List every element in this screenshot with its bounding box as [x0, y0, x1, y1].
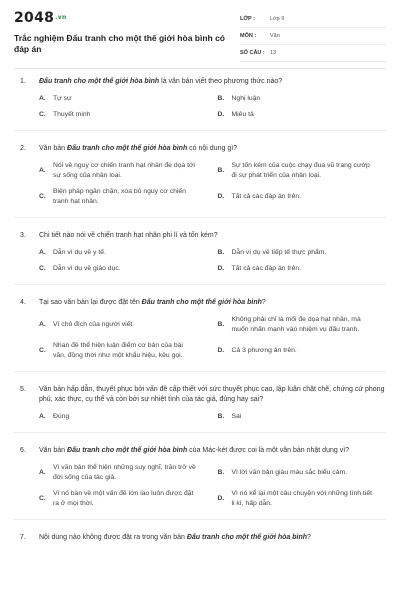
- option-letter: D.: [217, 111, 225, 118]
- question-text-part: ?: [307, 534, 311, 541]
- question-body: [37, 298, 386, 308]
- work-title: Đấu tranh cho một thế giới hòa bình: [141, 299, 262, 306]
- question-list: [14, 77, 386, 543]
- answer-options: [14, 161, 386, 207]
- option-text: Sự tốn kém của cuộc chạy đua vũ trang cướp đi sự phát triển của nhân loại.: [231, 162, 370, 179]
- answer-options: [14, 94, 386, 120]
- option-text: Biện pháp ngăn chặn, xóa bỏ nguy cơ chiến tranh hạt nhân.: [53, 188, 186, 205]
- question-text-part: Nội dung nào không được đặt ra trong văn bản: [39, 534, 187, 541]
- option-letter: B.: [217, 469, 225, 476]
- option-text: Nghị luận: [231, 95, 261, 102]
- logo-suffix: .vn: [55, 14, 67, 21]
- site-logo[interactable]: [14, 10, 234, 26]
- answer-option[interactable]: [218, 489, 387, 509]
- question-item: [14, 298, 386, 372]
- answer-option[interactable]: [39, 187, 208, 207]
- option-letter: B.: [217, 249, 225, 256]
- question-body: [37, 533, 386, 543]
- option-letter: B.: [217, 321, 225, 328]
- option-letter: B.: [217, 95, 225, 102]
- answer-option[interactable]: [218, 94, 387, 104]
- answer-option[interactable]: [39, 110, 208, 120]
- answer-option[interactable]: [218, 248, 387, 258]
- meta-row-class: [240, 14, 386, 28]
- option-letter: B.: [217, 413, 225, 420]
- work-title: Đấu tranh cho một thế giới hòa bình: [186, 534, 308, 541]
- question-item: [14, 144, 386, 218]
- answer-option[interactable]: [39, 315, 208, 335]
- option-text: Thuyết minh: [53, 111, 91, 118]
- question-text: [14, 385, 386, 405]
- answer-options: [14, 463, 386, 509]
- logo-text: 2048: [14, 10, 55, 26]
- answer-options: [14, 412, 386, 422]
- option-text: Đúng: [53, 413, 70, 420]
- answer-option[interactable]: [39, 264, 208, 274]
- meta-key: SỐ CÂU :: [240, 50, 265, 56]
- question-text-part: Văn bản: [39, 145, 68, 152]
- meta-row-count: [240, 45, 386, 62]
- question-text: [14, 446, 386, 456]
- answer-option[interactable]: [39, 489, 208, 509]
- question-item: [14, 77, 386, 131]
- question-body: [37, 385, 386, 405]
- meta-key: LỚP :: [240, 16, 255, 22]
- option-text: Tất cả các đáp án trên.: [231, 193, 302, 200]
- option-letter: D.: [217, 347, 225, 354]
- option-letter: A.: [39, 469, 46, 476]
- answer-option[interactable]: [39, 412, 208, 422]
- answer-options: [14, 248, 386, 274]
- answer-option[interactable]: [39, 94, 208, 104]
- option-letter: C.: [39, 193, 46, 200]
- option-letter: A.: [39, 167, 46, 174]
- option-letter: C.: [39, 347, 46, 354]
- answer-option[interactable]: [39, 341, 208, 361]
- answer-option[interactable]: [218, 315, 387, 335]
- question-item: [14, 231, 386, 285]
- question-text: [14, 231, 386, 241]
- option-text: Sai: [231, 413, 242, 420]
- answer-option[interactable]: [39, 463, 208, 483]
- answer-option[interactable]: [39, 248, 208, 258]
- question-text: [14, 144, 386, 154]
- question-number: 6.: [20, 447, 26, 454]
- page-title: Trắc nghiệm Đấu tranh cho một thế giới hòa bình có đáp án: [14, 33, 226, 54]
- option-text: Miêu tả: [231, 111, 254, 118]
- meta-value: Lớp 9: [270, 16, 285, 22]
- question-text-part: Tại sao văn bản lại được đặt tên: [39, 299, 142, 306]
- answer-option[interactable]: [218, 110, 387, 120]
- work-title: Đấu tranh cho một thế giới hòa bình: [39, 78, 160, 85]
- question-item: [14, 533, 386, 543]
- option-letter: D.: [217, 495, 225, 502]
- question-text-part: của Mác-két được coi là một văn bản nhật dụng vì?: [187, 447, 350, 454]
- question-number: 1.: [20, 78, 26, 85]
- question-text: [14, 298, 386, 308]
- question-item: [14, 385, 386, 433]
- option-letter: A.: [39, 249, 46, 256]
- answer-options: [14, 315, 386, 361]
- option-letter: D.: [217, 265, 225, 272]
- meta-key: MÔN :: [240, 33, 257, 39]
- meta-row-subject: [240, 28, 386, 45]
- question-text-part: là văn bản viết theo phương thức nào?: [159, 78, 283, 85]
- question-number: 7.: [20, 534, 26, 541]
- question-text-part: có nội dung gì?: [187, 145, 238, 152]
- option-text: Vì chủ đích của người viết.: [53, 321, 135, 328]
- option-letter: C.: [39, 265, 46, 272]
- answer-option[interactable]: [39, 161, 208, 181]
- question-text-part: Văn bản: [39, 447, 68, 454]
- option-letter: D.: [217, 193, 225, 200]
- work-title: Đấu tranh cho một thế giới hòa bình: [67, 145, 188, 152]
- header: [14, 10, 386, 69]
- option-letter: C.: [39, 111, 46, 118]
- option-text: Vì nó kể lại một câu chuyện với những tình tiết li kì, hấp dẫn.: [231, 490, 372, 507]
- option-text: Dẫn ví dụ về tiếp tế thực phẩm.: [231, 249, 327, 256]
- answer-option[interactable]: [218, 264, 387, 274]
- option-text: Dẫn ví dụ về y tế.: [53, 249, 106, 256]
- question-number: 2.: [20, 145, 26, 152]
- meta-value: 13: [270, 50, 277, 56]
- option-text: Vì lời văn bản giàu màu sắc biểu cảm.: [231, 469, 348, 476]
- option-text: Cả 3 phương án trên.: [231, 347, 297, 354]
- question-text: [14, 77, 386, 87]
- option-letter: B.: [217, 167, 225, 174]
- option-text: Tất cả các đáp án trên.: [231, 265, 302, 272]
- question-body: [37, 77, 386, 87]
- option-letter: A.: [39, 95, 46, 102]
- question-text-part: Văn bản hấp dẫn, thuyết phục bởi vấn đề cấp thiết với sức thuyết phục cao, lập luận chặt chẽ, chứng cứ phong phú, xác thực, cụ thể và còn bởi sự nhiệt tình của tác giả, đúng hay sai?: [39, 386, 385, 403]
- option-text: Nhan đề thể hiện luận điểm cơ bản của bài văn, đồng thời như một khẩu hiệu, kêu gọi.: [53, 342, 183, 359]
- option-text: Không phải chỉ là mối đe dọa hạt nhân, mà muốn nhấn mạnh vào nhiệm vụ đấu tranh.: [231, 316, 361, 333]
- answer-option[interactable]: [218, 161, 387, 181]
- question-body: [37, 144, 386, 154]
- question-text: [14, 533, 386, 543]
- option-text: Vì nó bàn về một vấn đề lớn lao luôn được đặt ra ở mọi thời.: [53, 490, 194, 507]
- answer-option[interactable]: [218, 463, 387, 483]
- answer-option[interactable]: [218, 341, 387, 361]
- question-body: [37, 231, 386, 241]
- option-text: Vì văn bản thể hiện những suy nghĩ, trăn trở về đời sống của tác giả.: [53, 464, 196, 481]
- question-text-part: Chi tiết nào nói về chiến tranh hạt nhân phi lí và tốn kém?: [39, 232, 218, 239]
- option-text: Dẫn ví dụ về giáo dục.: [53, 265, 121, 272]
- question-item: [14, 446, 386, 520]
- work-title: Đấu tranh cho một thế giới hòa bình: [67, 447, 188, 454]
- meta-table: [240, 14, 386, 62]
- brand: [14, 10, 234, 55]
- option-letter: A.: [39, 413, 46, 420]
- option-letter: C.: [39, 495, 46, 502]
- question-body: [37, 446, 386, 456]
- question-number: 5.: [20, 386, 26, 393]
- option-text: Tự sự: [53, 95, 72, 102]
- option-letter: A.: [39, 321, 46, 328]
- question-number: 3.: [20, 232, 26, 239]
- meta-value: Văn: [270, 33, 280, 39]
- answer-option[interactable]: [218, 412, 387, 422]
- question-text-part: ?: [261, 299, 266, 306]
- option-text: Nói về nguy cơ chiến tranh hạt nhân đe dọa tới sự sống của nhân loại.: [53, 162, 195, 179]
- question-number: 4.: [20, 299, 26, 306]
- answer-option[interactable]: [218, 187, 387, 207]
